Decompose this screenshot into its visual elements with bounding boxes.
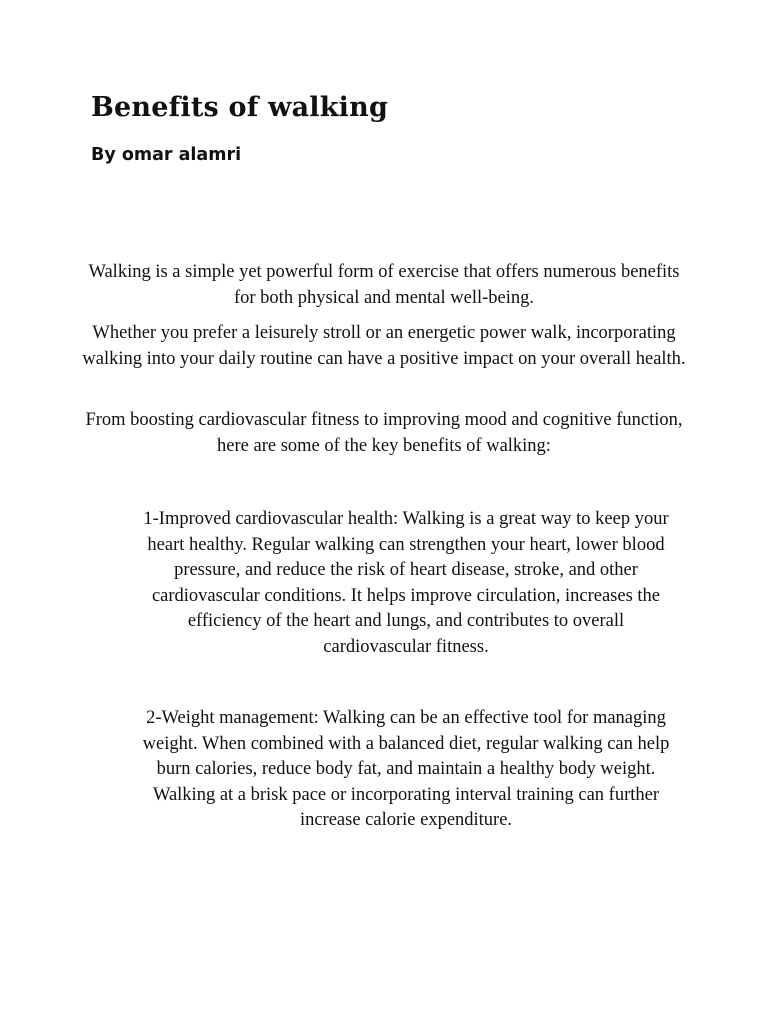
intro-paragraph: Whether you prefer a leisurely stroll or an energetic power walk, incorporating walking into your daily routine can have a positive impact on your overall health. xyxy=(82,323,686,369)
intro-paragraph: Walking is a simple yet powerful form of exercise that offers numerous benefits for both physical and mental well-being. xyxy=(88,262,680,308)
benefit-paragraph-cardiovascular: 1-Improved cardiovascular health: Walking is a great way to keep your heart healthy. Regular walking can strengthen your heart, lower blood pressure, and reduce the risk of heart disease, stroke, and other cardiovascular conditions. It helps improve circulation, increases the efficiency of the heart and lungs, and contributes to overall cardiovascular fitness. xyxy=(143,509,669,657)
benefit-paragraph-weight-management: 2-Weight management: Walking can be an effective tool for managing weight. When combined with a balanced diet, regular walking can help burn calories, reduce body fat, and maintain a healthy body weight. Walking at a brisk pace or incorporating interval training can further increase calorie expenditure. xyxy=(142,708,670,831)
document-title: Benefits of walking xyxy=(91,92,389,123)
intro-paragraph: From boosting cardiovascular fitness to improving mood and cognitive function, here are some of the key benefits of walking: xyxy=(85,410,683,456)
author-byline: By omar alamri xyxy=(91,145,242,165)
